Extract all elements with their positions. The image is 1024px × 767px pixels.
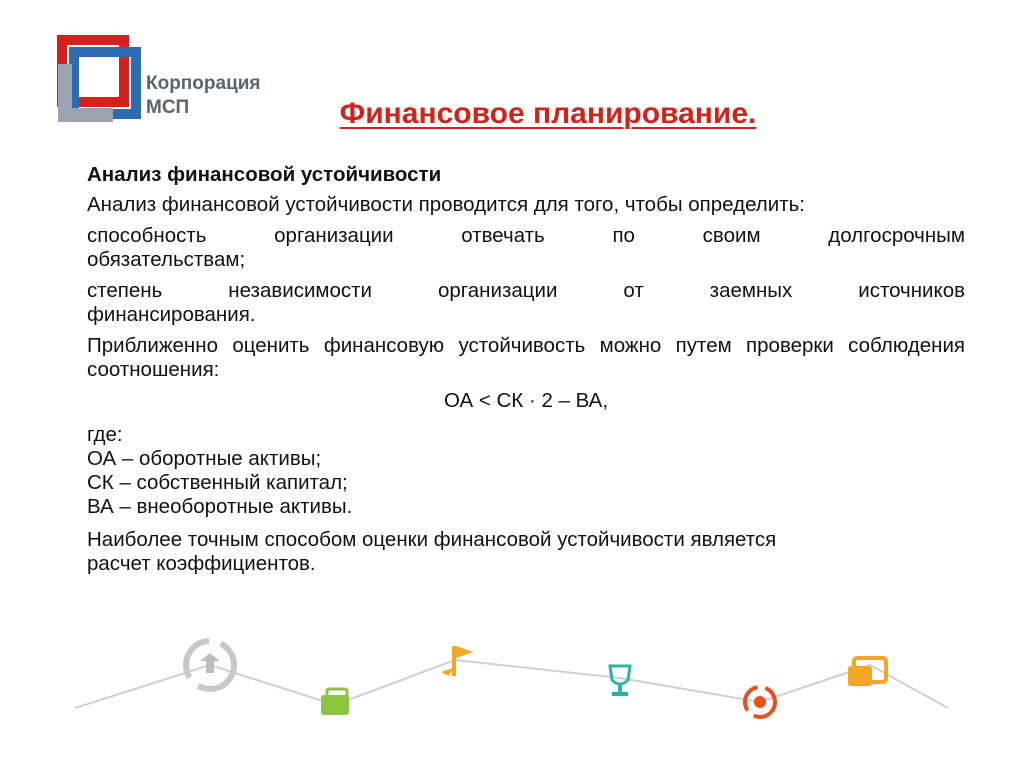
point-1-line-1: способность организации отвечать по своим долгосрочным <box>87 224 965 247</box>
footer-decoration <box>0 630 1024 740</box>
logo-line-1: Корпорация <box>146 73 261 94</box>
definitions <box>87 423 965 519</box>
where-label: где: <box>87 423 123 446</box>
timeline-line <box>75 660 948 708</box>
green-money-icon <box>321 689 349 715</box>
definition-va: ВА – внеоборотные активы. <box>87 495 353 518</box>
point-2-line-2: финансирования. <box>87 303 256 326</box>
definition-sk: СК – собственный капитал; <box>87 471 348 494</box>
conclusion-paragraph <box>87 528 965 576</box>
approximation-paragraph: Приближенно оценить финансовую устойчивость можно путем проверки соблюдения соотношения: <box>87 334 965 381</box>
conclusion-line-1: Наиболее точным способом оценки финансовой устойчивости является <box>87 528 777 551</box>
grey-cycle-icon <box>186 641 234 689</box>
formula: ОА < СК · 2 – ВА, <box>443 389 609 412</box>
point-1 <box>87 224 965 272</box>
slide-title: Финансовое планирование. <box>339 97 757 130</box>
point-2-line-1: степень независимости организации от заемных источников <box>87 279 965 302</box>
red-cycle-icon <box>745 687 775 717</box>
point-2 <box>87 279 965 327</box>
teal-trophy-icon <box>610 666 630 696</box>
orange-money-icon <box>848 658 886 686</box>
logo-line-2: МСП <box>146 97 190 118</box>
point-1-line-2: обязательствам; <box>87 248 246 271</box>
slide-body <box>87 163 965 583</box>
definition-oa: ОА – оборотные активы; <box>87 447 322 470</box>
section-heading: Анализ финансовой устойчивости <box>87 163 442 186</box>
intro-paragraph: Анализ финансовой устойчивости проводится для того, чтобы определить: <box>87 193 805 216</box>
conclusion-line-2: расчет коэффициентов. <box>87 552 316 575</box>
